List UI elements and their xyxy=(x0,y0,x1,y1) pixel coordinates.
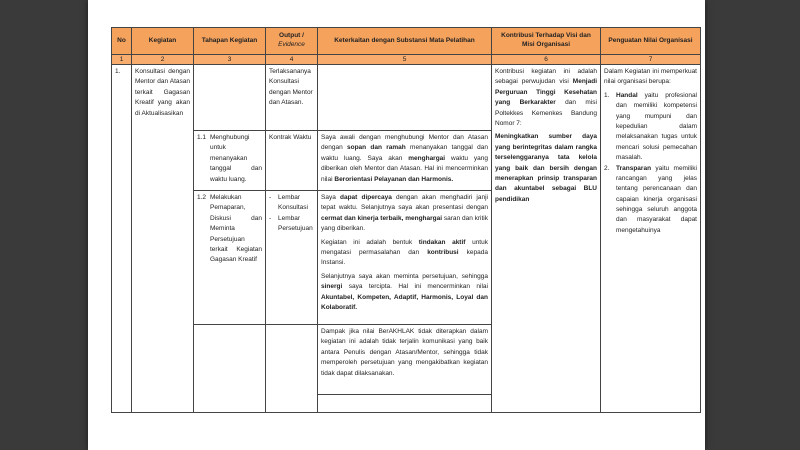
header-output xyxy=(266,28,318,55)
list-item xyxy=(197,133,262,185)
sub-tahapan-text: Melakukan Pemaparan, Diskusi dan Meminta Persetujuan terkait Kegiatan Gagasan Kreatif xyxy=(210,194,262,264)
value-transparan-text: yaitu memiliki rancangan yang jelas tentang perencanaan dan capaian kinerja organisasi sehingga seluruh anggota dan masyarakat dapat mengetahuinya xyxy=(616,164,697,234)
tahapan-empty-cell xyxy=(194,395,266,413)
list-text xyxy=(616,91,697,164)
keterkaitan-value: dapat dipercaya xyxy=(339,194,392,201)
sub-number: 1.1 xyxy=(197,134,207,141)
keterkaitan-text: Kegiatan ini adalah bentuk xyxy=(321,238,419,246)
list-number: 1. xyxy=(604,91,610,99)
tahapan-cell xyxy=(194,131,266,191)
header-keterkaitan: Keterkaitan dengan Substansi Mata Pelatihan xyxy=(318,28,492,55)
header-kontribusi: Kontribusi Terhadap Visi dan Misi Organisasi xyxy=(492,28,601,55)
row-number: 1. xyxy=(112,65,132,413)
column-number: 3 xyxy=(194,55,266,65)
output-item: Lembar Persetujuan xyxy=(278,214,313,233)
kontribusi-cell xyxy=(492,65,601,413)
list-item xyxy=(604,91,697,164)
column-number: 5 xyxy=(318,55,492,65)
list-number: 2. xyxy=(604,164,610,172)
dampak-cell: Dampak jika nilai BerAKHLAK tidak diterapkan dalam kegiatan ini adalah tidak terjalin komunikasi yang baik antara Penulis dengan Atasan/Mentor, sehingga tidak memperoleh persetujuan yang mengakibatkan kegiatan tidak dapat dilaksanakan. xyxy=(318,325,492,395)
tahapan-empty-cell xyxy=(194,325,266,395)
value-handal-text: yaitu profesional dan memiliki kompetensi yang mumpuni dan kepedulian dalam melaksanakan tugas untuk mencari solusi pemecahan masalah. xyxy=(616,91,697,162)
keterkaitan-text: dengan akan menghadiri janji tepat waktu. Selanjutnya saya akan presentasi dengan xyxy=(321,194,488,212)
kegiatan-cell: Konsultasi dengan Mentor dan Atasan terkait Gagasan Kreatif yang akan di Aktualisasikan xyxy=(132,65,194,413)
keterkaitan-value: Berorientasi Pelayanan dan Harmonis. xyxy=(334,175,454,183)
document-page xyxy=(88,0,705,450)
sub-number: 1.2 xyxy=(197,194,207,201)
output-main-cell: Terlaksananya Konsultasi dengan Mentor dan Atasan. xyxy=(266,65,318,131)
output-empty-cell xyxy=(266,325,318,395)
keterkaitan-value: menghargai xyxy=(408,154,446,162)
keterkaitan-text: Saya xyxy=(321,194,340,201)
column-number: 1 xyxy=(112,55,132,65)
keterkaitan-text: saya tercipta. Hal ini mencerminkan nilai xyxy=(342,283,488,291)
list-item xyxy=(269,193,314,214)
keterkaitan-cell xyxy=(318,131,492,191)
table-row xyxy=(112,65,701,131)
column-number: 2 xyxy=(132,55,194,65)
output-item: Lembar Konsultasi xyxy=(278,194,308,212)
keterkaitan-value: kontribusi xyxy=(427,248,459,256)
keterkaitan-text: untuk mengatasi permasalahan dan xyxy=(321,238,488,256)
value-transparan: Transparan xyxy=(616,164,652,172)
kontribusi-misi: Meningkatkan sumber daya yang berintegritas dalam rangka terselenggaranya tata kelola yang baik dan bersih dengan menerapkan prinsip transparan dan akuntabel sebagai BLU pendidikan xyxy=(495,133,597,203)
column-number: 4 xyxy=(266,55,318,65)
output-empty-cell xyxy=(266,395,318,413)
header-no: No xyxy=(112,28,132,55)
list-item xyxy=(604,164,697,237)
tahapan-empty-cell xyxy=(194,65,266,131)
column-number-row xyxy=(112,55,701,65)
keterkaitan-value: sinergi xyxy=(321,283,343,291)
keterkaitan-empty-cell xyxy=(318,395,492,413)
header-tahapan: Tahapan Kegiatan xyxy=(194,28,266,55)
keterkaitan-value: cermat dan kinerja terbaik, menghargai xyxy=(321,214,443,222)
keterkaitan-value: Akuntabel, Kompeten, Adaptif, Harmonis, Loyal dan Kolaboratif. xyxy=(321,293,488,311)
tahapan-cell xyxy=(194,191,266,325)
value-handal: Handal xyxy=(616,91,638,99)
output-cell xyxy=(266,191,318,325)
kontribusi-text: Kontribusi kegiatan ini adalah sebagai perwujudan visi xyxy=(495,68,597,86)
keterkaitan-cell xyxy=(318,191,492,325)
list-item xyxy=(269,214,314,235)
kontribusi-text: dan misi Poltekkes Kemenkes Bandung Nomor 7: xyxy=(495,99,597,127)
kontribusi-visi: Menjadi Perguruan Tinggi Kesehatan yang Berkarakter xyxy=(495,78,597,107)
keterkaitan-value: tindakan aktif xyxy=(418,238,466,246)
output-cell: Kontrak Waktu xyxy=(266,131,318,191)
header-penguatan: Penguatan Nilai Organisasi xyxy=(601,28,701,55)
keterkaitan-text: menanyakan tanggal dan waktu luang. Saya akan xyxy=(321,144,489,162)
dash-bullet: - xyxy=(269,214,272,222)
sub-tahapan-text: Menghubungi untuk menanyakan tanggal dan waktu luang. xyxy=(210,134,262,183)
header-output-label: Output / xyxy=(279,32,304,40)
keterkaitan-text: Saya awali dengan menghubungi Mentor dan Atasan dengan xyxy=(321,134,488,152)
header-row xyxy=(112,28,701,55)
penguatan-intro: Dalam Kegiatan ini memperkuat nilai organisasi berupa: xyxy=(604,68,697,86)
keterkaitan-text: saran dan kritik yang diberikan. xyxy=(321,214,488,233)
header-evidence-label: Evidence xyxy=(278,41,305,48)
keterkaitan-value: sopan dan ramah xyxy=(346,144,406,152)
keterkaitan-text: Selanjutnya saya akan meminta persetujuan, sehingga xyxy=(321,272,488,280)
column-number: 7 xyxy=(601,55,701,65)
column-number: 6 xyxy=(492,55,601,65)
header-kegiatan: Kegiatan xyxy=(132,28,194,55)
penguatan-cell xyxy=(601,65,701,413)
keterkaitan-text: waktu yang diberikan oleh Mentor dan Atasan. Hal ini mencerminkan nilai xyxy=(321,154,489,183)
keterkaitan-empty-cell xyxy=(318,65,492,131)
keterkaitan-text: kepada Instansi. xyxy=(321,248,488,267)
list-item xyxy=(197,193,262,266)
dash-bullet: - xyxy=(269,194,272,201)
activity-table xyxy=(111,27,701,413)
list-text xyxy=(616,164,697,237)
